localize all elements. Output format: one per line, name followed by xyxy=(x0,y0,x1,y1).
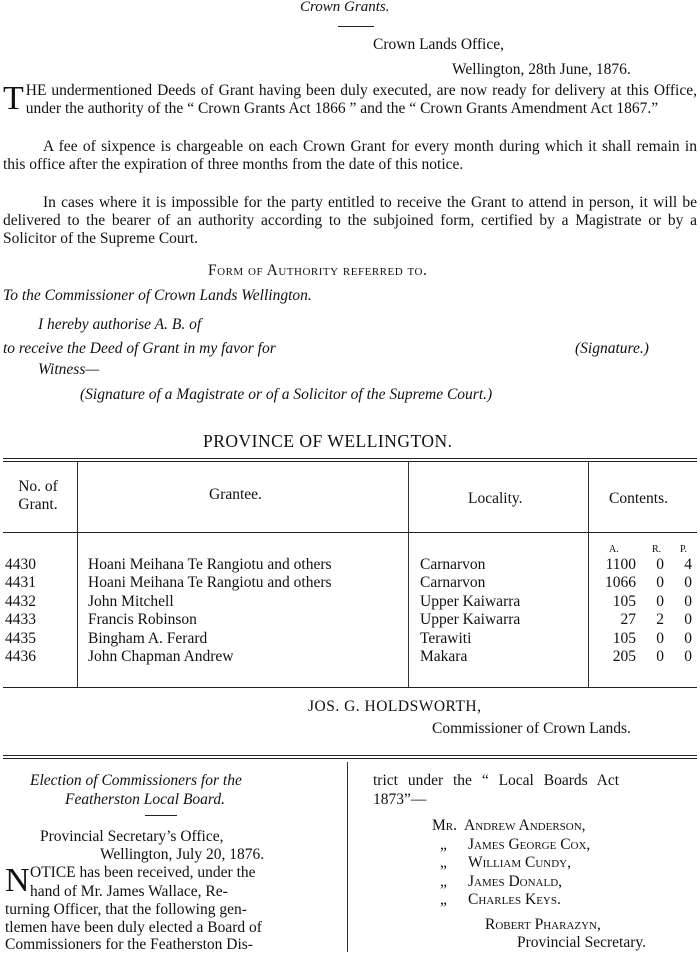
cell-grant-number: 4430 xyxy=(5,556,36,573)
cell-locality: Makara xyxy=(420,648,468,665)
cell-perches: 0 xyxy=(684,611,692,629)
cell-acres: 27 xyxy=(620,611,636,629)
cell-perches: 4 xyxy=(684,556,692,573)
election-body-line-2: hand of Mr. James Wallace, Re- xyxy=(30,883,228,900)
cell-locality: Upper Kaiwarra xyxy=(420,611,521,629)
header-contents: Contents. xyxy=(609,490,668,507)
header-grant: Grant. xyxy=(18,496,58,513)
cell-grant-number: 4436 xyxy=(5,648,36,665)
table-row xyxy=(0,574,700,592)
cell-perches: 0 xyxy=(684,648,692,665)
cell-perches: 0 xyxy=(684,574,692,592)
notice-paragraph-2: A fee of sixpence is chargeable on each Crown Grant for every month during which it shall remain in this office after the expiration of three months from the date of this notice. xyxy=(3,138,697,173)
election-office: Provincial Secretary’s Office, xyxy=(40,828,224,845)
table-row xyxy=(0,648,700,666)
cell-locality: Upper Kaiwarra xyxy=(420,592,521,610)
cell-roods: 0 xyxy=(656,629,664,647)
cell-grantee: Bingham A. Ferard xyxy=(88,629,208,647)
member-prefix: „ xyxy=(440,872,447,890)
drop-cap: T xyxy=(3,80,24,117)
header-locality: Locality. xyxy=(468,490,523,507)
column-divider xyxy=(347,762,348,952)
cell-roods: 2 xyxy=(656,611,664,629)
table-header-rule xyxy=(3,532,697,533)
member-prefix: „ xyxy=(440,835,447,853)
signoff-title: Commissioner of Crown Lands. xyxy=(432,720,631,737)
table-row xyxy=(0,593,700,611)
election-body-line-3: turning Officer, that the following gen- xyxy=(5,901,247,918)
table-row xyxy=(0,611,700,629)
cell-roods: 0 xyxy=(656,592,664,610)
member-name: William Cundy, xyxy=(468,854,571,871)
header-no-of: No. of xyxy=(18,478,58,495)
election-dateline: Wellington, July 20, 1876. xyxy=(100,846,265,863)
cell-perches: 0 xyxy=(684,629,692,647)
form-heading: Form of Authority referred to. xyxy=(208,262,428,279)
member-name: James Donald, xyxy=(468,872,563,890)
cell-locality: Terawiti xyxy=(420,629,472,647)
cell-acres: 1066 xyxy=(605,574,636,592)
cell-grantee: Hoani Meihana Te Rangiotu and others xyxy=(88,574,332,592)
member-name: Charles Keys. xyxy=(468,891,561,908)
cell-acres: 105 xyxy=(612,592,636,610)
cell-grant-number: 4435 xyxy=(5,629,36,647)
province-title: PROVINCE OF WELLINGTON. xyxy=(203,431,453,451)
cell-roods: 0 xyxy=(656,574,664,592)
dateline: Wellington, 28th June, 1876. xyxy=(452,61,631,78)
table-top-rule-double xyxy=(3,461,697,462)
office-line: Crown Lands Office, xyxy=(373,36,505,53)
cell-roods: 0 xyxy=(656,556,664,573)
cell-perches: 0 xyxy=(684,592,692,610)
member-prefix: „ xyxy=(440,854,447,871)
member-name: Andrew Anderson, xyxy=(464,817,586,834)
notice-paragraph-1: T HE undermentioned Deeds of Grant having been duly executed, are now ready for delivery at this Office, under the authority of the “ Crown Grants Act 1866 ” and the “ Crown Grants Amendment Act 1867.” xyxy=(3,80,697,117)
unit-roods: R. xyxy=(652,544,662,555)
cell-acres: 1100 xyxy=(605,556,636,573)
section-divider-double xyxy=(3,758,697,759)
member-name: James George Cox, xyxy=(468,835,591,853)
cell-grant-number: 4432 xyxy=(5,592,36,610)
cell-grantee: John Chapman Andrew xyxy=(88,648,234,665)
title-divider xyxy=(338,26,374,27)
election-title-line-1: Election of Commissioners for the xyxy=(30,772,242,789)
unit-perches: P. xyxy=(680,544,687,555)
signoff-name: JOS. G. HOLDSWORTH, xyxy=(308,698,482,715)
election-title-divider xyxy=(145,815,177,816)
cell-roods: 0 xyxy=(656,648,664,665)
cell-acres: 105 xyxy=(612,629,636,647)
form-to-line: To the Commissioner of Crown Lands Wellington. xyxy=(3,287,312,304)
table-row xyxy=(0,556,700,574)
member-prefix: „ xyxy=(440,891,447,908)
form-authorise-line: I hereby authorise A. B. of xyxy=(38,316,202,333)
form-receive-line: to receive the Deed of Grant in my favor for xyxy=(3,340,276,357)
cell-grantee: John Mitchell xyxy=(88,592,174,610)
election-body-line-1: OTICE has been received, under the xyxy=(30,864,256,881)
header-grantee: Grantee. xyxy=(209,486,262,503)
election-signer-title: Provincial Secretary. xyxy=(517,934,646,951)
form-witness-line: Witness— xyxy=(38,361,100,378)
cell-grant-number: 4433 xyxy=(5,611,36,629)
cell-grantee: Hoani Meihana Te Rangiotu and others xyxy=(88,556,332,573)
member-prefix: Mr. xyxy=(432,817,457,834)
cell-locality: Carnarvon xyxy=(420,556,486,573)
election-right-line-2: 1873”— xyxy=(373,791,427,808)
section-divider xyxy=(3,755,697,756)
election-right-line-1: trict under the “ Local Boards Act xyxy=(373,772,620,789)
cell-locality: Carnarvon xyxy=(420,574,486,592)
cell-acres: 205 xyxy=(612,648,636,665)
table-bottom-rule xyxy=(3,687,697,688)
election-drop-cap: N xyxy=(5,862,30,899)
table-row xyxy=(0,630,700,648)
form-signature-label: (Signature.) xyxy=(575,340,649,357)
cell-grant-number: 4431 xyxy=(5,574,36,592)
election-signer-name: Robert Pharazyn, xyxy=(485,916,601,933)
cell-grantee: Francis Robinson xyxy=(88,611,197,629)
election-body-line-5: Commissioners for the Featherston Dis- xyxy=(5,936,253,953)
election-title-line-2: Featherston Local Board. xyxy=(65,791,226,808)
table-top-rule xyxy=(3,458,697,459)
notice-paragraph-3: In cases where it is impossible for the party entitled to receive the Grant to attend in person, it will be delivered to the bearer of an authority according to the subjoined form, certified by a Magistrate or by a Solicitor of the Supreme Court. xyxy=(3,194,697,247)
unit-acres: A. xyxy=(609,544,619,555)
election-body-line-4: tlemen have been duly elected a Board of xyxy=(5,919,262,936)
form-magistrate-line: (Signature of a Magistrate or of a Solicitor of the Supreme Court.) xyxy=(80,386,493,403)
section-title: Crown Grants. xyxy=(300,0,390,15)
